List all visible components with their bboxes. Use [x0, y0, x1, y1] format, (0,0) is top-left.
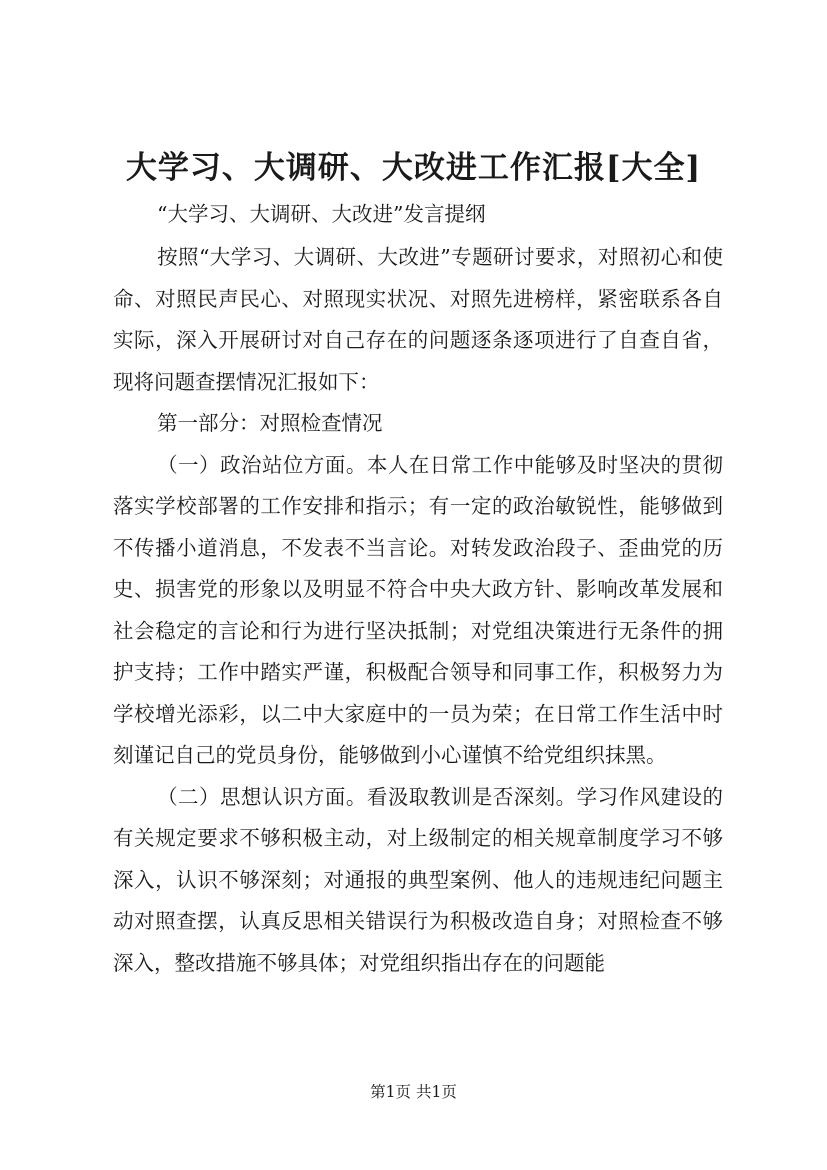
document-title: 大学习、大调研、大改进工作汇报[大全] [125, 150, 702, 186]
section-heading: 第一部分：对照检查情况 [157, 411, 383, 435]
paragraph-political-stance: （一）政治站位方面。本人在日常工作中能够及时坚决的贯彻落实学校部署的工作安排和指示；有一定的政治敏锐性，能够做到不传播小道消息，不发表不当言论。对转发政治段子、歪曲党的历史、损害党的形象以及明显不符合中央大政方针、影响改革发展和社会稳定的言论和行为进行坚决抵制；对党组决策进行无条件的拥护支持；工作中踏实严谨，积极配合领导和同事工作，积极努力为学校增光添彩，以二中大家庭中的一员为荣；在日常工作生活中时刻谨记自己的党员身份，能够做到小心谨慎不给党组织抹黑。 [113, 452, 723, 767]
paragraph-intro: 按照“大学习、大调研、大改进”专题研讨要求，对照初心和使命、对照民声民心、对照现实状况、对照先进榜样，紧密联系各自实际，深入开展研讨对自己存在的问题逐条逐项进行了自查自省，现将问题查摆情况汇报如下： [113, 245, 723, 394]
document-body [113, 237, 723, 984]
page-footer: 第1页 共1页 [370, 1083, 457, 1101]
paragraph-ideological-understanding: （二）思想认识方面。看汲取教训是否深刻。学习作风建设的有关规定要求不够积极主动，对上级制定的相关规章制度学习不够深入，认识不够深刻；对通报的典型案例、他人的违规违纪问题主动对照查摆，认真反思相关错误行为积极改造自身；对照检查不够深入，整改措施不够具体；对党组织指出存在的问题能 [113, 784, 723, 975]
document-subtitle: “大学习、大调研、大改进”发言提纲 [157, 202, 486, 226]
